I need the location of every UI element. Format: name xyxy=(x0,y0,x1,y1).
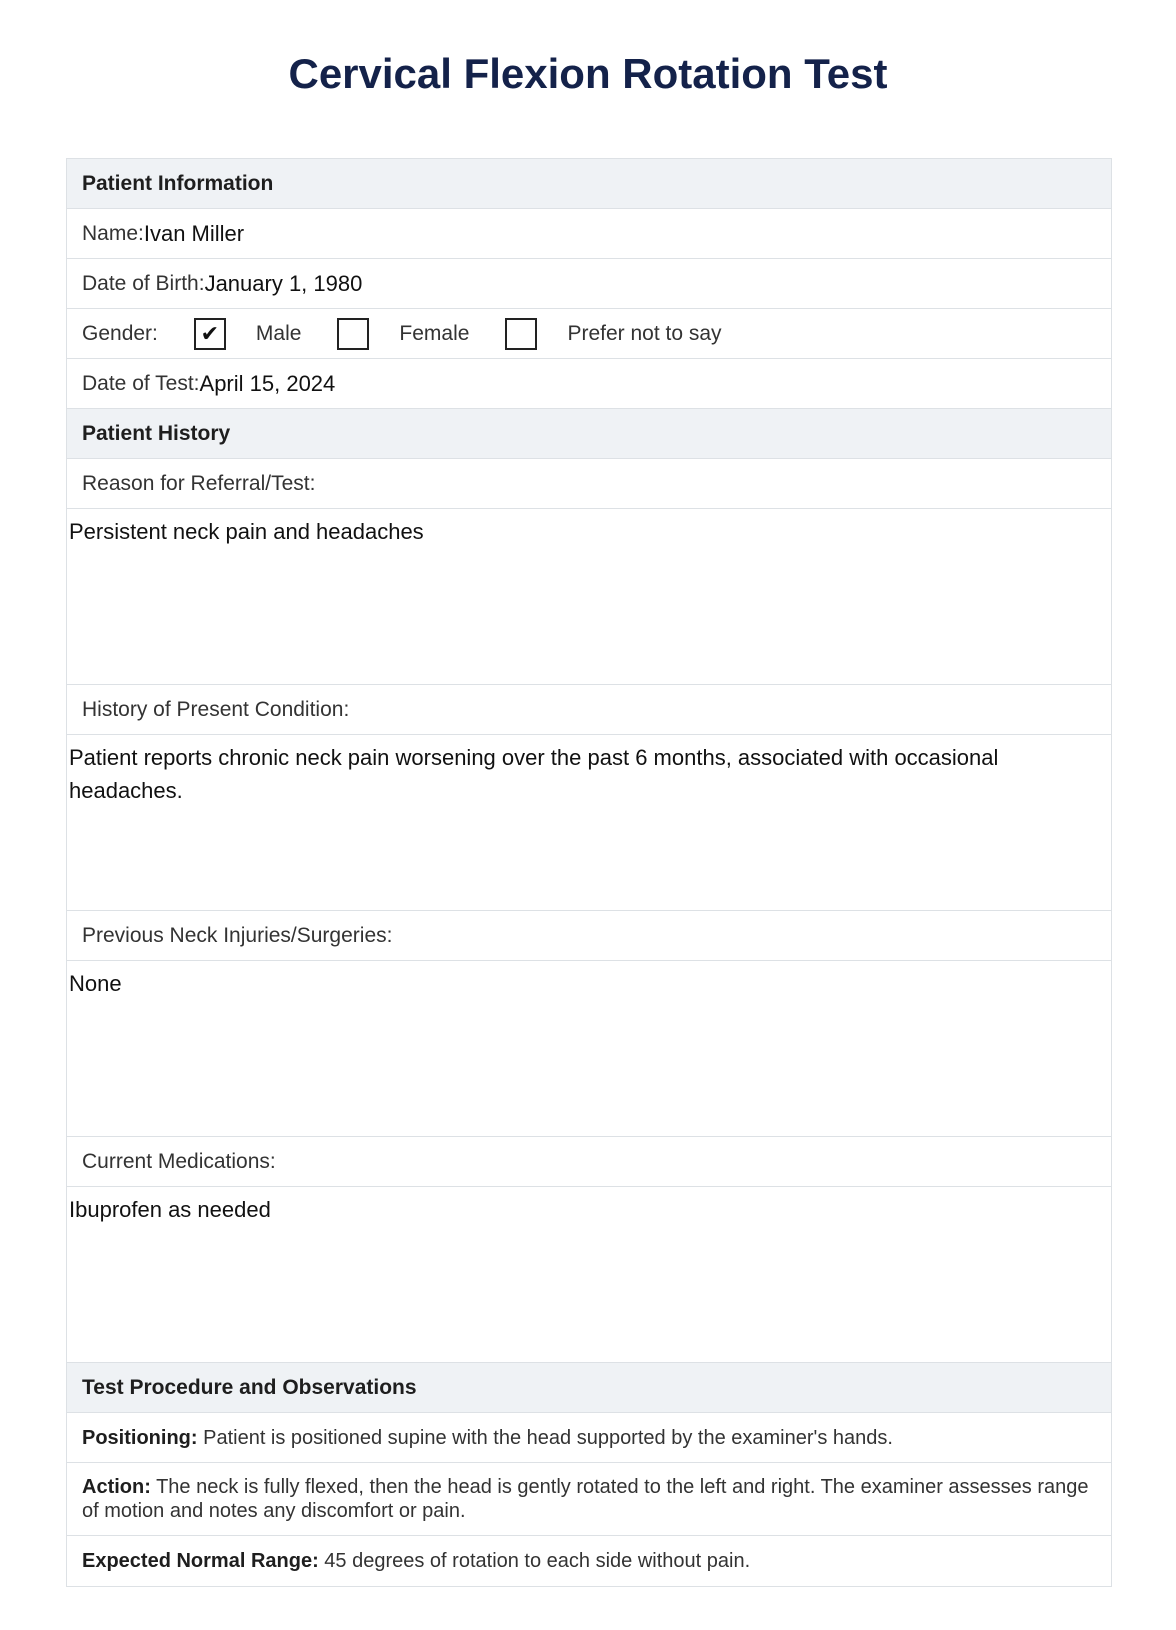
gender-prefer-not-label: Prefer not to say xyxy=(567,321,722,345)
medications-textarea[interactable]: Ibuprofen as needed xyxy=(67,1187,1111,1363)
referral-label-row xyxy=(67,459,1111,509)
referral-textarea[interactable]: Persistent neck pain and headaches xyxy=(67,509,1111,685)
page-title: Cervical Flexion Rotation Test xyxy=(288,50,888,97)
gender-label: Gender: xyxy=(82,321,158,345)
name-row xyxy=(67,209,1111,259)
medications-label-row xyxy=(67,1137,1111,1187)
gender-female-checkbox[interactable] xyxy=(337,318,369,350)
action-row xyxy=(67,1463,1111,1536)
section-heading: Patient History xyxy=(82,421,231,445)
gender-male-label: Male xyxy=(255,321,302,345)
dob-label: Date of Birth: xyxy=(82,271,205,295)
name-label: Name: xyxy=(82,221,144,245)
test-date-label: Date of Test: xyxy=(82,371,200,395)
test-date-row xyxy=(67,359,1111,409)
injuries-textarea[interactable]: None xyxy=(67,961,1111,1137)
gender-row xyxy=(67,309,1111,359)
dob-row xyxy=(67,259,1111,309)
section-test-procedure xyxy=(67,1363,1111,1413)
condition-label-row xyxy=(67,685,1111,735)
section-patient-information xyxy=(67,159,1111,209)
positioning-label: Positioning: xyxy=(82,1426,198,1449)
injuries-label-row xyxy=(67,911,1111,961)
section-heading: Patient Information xyxy=(82,171,274,195)
dob-value[interactable]: January 1, 1980 xyxy=(204,270,363,296)
injuries-label: Previous Neck Injuries/Surgeries: xyxy=(82,923,393,947)
normal-range-label: Expected Normal Range: xyxy=(82,1550,319,1572)
test-date-value[interactable]: April 15, 2024 xyxy=(199,370,336,396)
gender-female-label: Female xyxy=(399,321,470,345)
positioning-text: Patient is positioned supine with the head supported by the examiner's hands. xyxy=(203,1426,893,1449)
normal-range-row xyxy=(67,1536,1111,1586)
condition-textarea[interactable]: Patient reports chronic neck pain worsening over the past 6 months, associated with occasional headaches. xyxy=(67,735,1111,911)
section-heading: Test Procedure and Observations xyxy=(82,1375,417,1399)
medications-label: Current Medications: xyxy=(82,1149,276,1173)
name-value[interactable]: Ivan Miller xyxy=(143,220,245,246)
referral-label: Reason for Referral/Test: xyxy=(82,471,316,495)
action-label: Action: xyxy=(82,1476,151,1498)
positioning-row xyxy=(67,1413,1111,1463)
condition-label: History of Present Condition: xyxy=(82,697,350,721)
gender-male-checkbox[interactable]: ✔ xyxy=(194,318,226,350)
section-patient-history xyxy=(67,409,1111,459)
gender-prefer-not-checkbox[interactable] xyxy=(505,318,537,350)
action-text: The neck is fully flexed, then the head is gently rotated to the left and right. The examiner assesses range of motion and notes any discomfort or pain. xyxy=(82,1476,1089,1522)
normal-range-text: 45 degrees of rotation to each side without pain. xyxy=(324,1550,751,1572)
assessment-form xyxy=(66,158,1112,1587)
